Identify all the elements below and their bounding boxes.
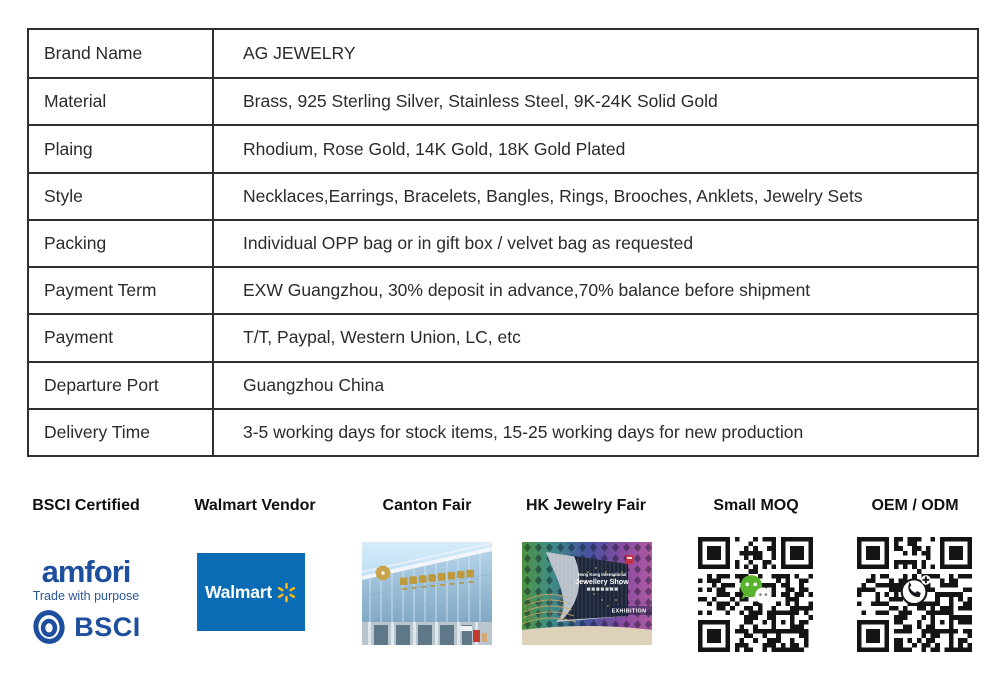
bsci-text: BSCI bbox=[74, 611, 141, 642]
badge-label-hk: HK Jewelry Fair bbox=[525, 497, 647, 514]
badge-label-bsci: BSCI Certified bbox=[32, 497, 140, 514]
spec-value: T/T, Paypal, Western Union, LC, etc bbox=[214, 313, 977, 360]
spec-value: Necklaces,Earrings, Bracelets, Bangles, Rings, Brooches, Anklets, Jewelry Sets bbox=[214, 172, 977, 219]
hk-fair-line2: Jewellery Show bbox=[575, 577, 629, 586]
canton-fair-photo bbox=[362, 542, 492, 645]
walmart-spark-icon bbox=[276, 582, 297, 603]
spec-label: Brand Name bbox=[29, 30, 214, 77]
spec-label: Material bbox=[29, 77, 214, 124]
amfori-tagline: Trade with purpose bbox=[32, 589, 140, 603]
qr-code-wechat bbox=[698, 537, 813, 652]
badge-label-walmart: Walmart Vendor bbox=[194, 497, 316, 514]
badge-label-oem: OEM / ODM bbox=[871, 497, 959, 514]
badge-label-canton: Canton Fair bbox=[382, 497, 472, 514]
amfori-wordmark: amfori bbox=[41, 554, 131, 589]
qr-code-whatsapp bbox=[857, 537, 972, 652]
hk-fair-exhibition: EXHIBITION bbox=[611, 608, 647, 615]
spec-label: Departure Port bbox=[29, 361, 214, 408]
spec-value: 3-5 working days for stock items, 15-25 working days for new production bbox=[214, 408, 977, 455]
spec-label: Packing bbox=[29, 219, 214, 266]
spec-label: Plaing bbox=[29, 124, 214, 171]
spec-label: Style bbox=[29, 172, 214, 219]
amfori-bsci-logo bbox=[24, 556, 148, 645]
spec-value: Brass, 925 Sterling Silver, Stainless Steel, 9K-24K Solid Gold bbox=[214, 77, 977, 124]
hk-fair-line1: Hong Kong International bbox=[577, 572, 627, 577]
hk-jewelry-fair-photo bbox=[522, 542, 652, 645]
spec-table bbox=[27, 28, 979, 457]
badge-label-moq: Small MOQ bbox=[713, 497, 799, 514]
spec-label: Delivery Time bbox=[29, 408, 214, 455]
wechat-icon bbox=[737, 571, 775, 614]
whatsapp-add-icon bbox=[896, 571, 934, 614]
spec-value: Guangzhou China bbox=[214, 361, 977, 408]
spec-value: Individual OPP bag or in gift box / velvet bag as requested bbox=[214, 219, 977, 266]
spec-value: Rhodium, Rose Gold, 14K Gold, 18K Gold Plated bbox=[214, 124, 977, 171]
walmart-logo bbox=[197, 553, 305, 631]
walmart-wordmark: Walmart bbox=[205, 581, 272, 602]
spec-value: AG JEWELRY bbox=[243, 43, 356, 64]
spec-label: Payment bbox=[29, 313, 214, 360]
spec-label: Payment Term bbox=[29, 266, 214, 313]
spec-value: EXW Guangzhou, 30% deposit in advance,70% balance before shipment bbox=[214, 266, 977, 313]
bsci-spiral-icon bbox=[31, 609, 67, 645]
